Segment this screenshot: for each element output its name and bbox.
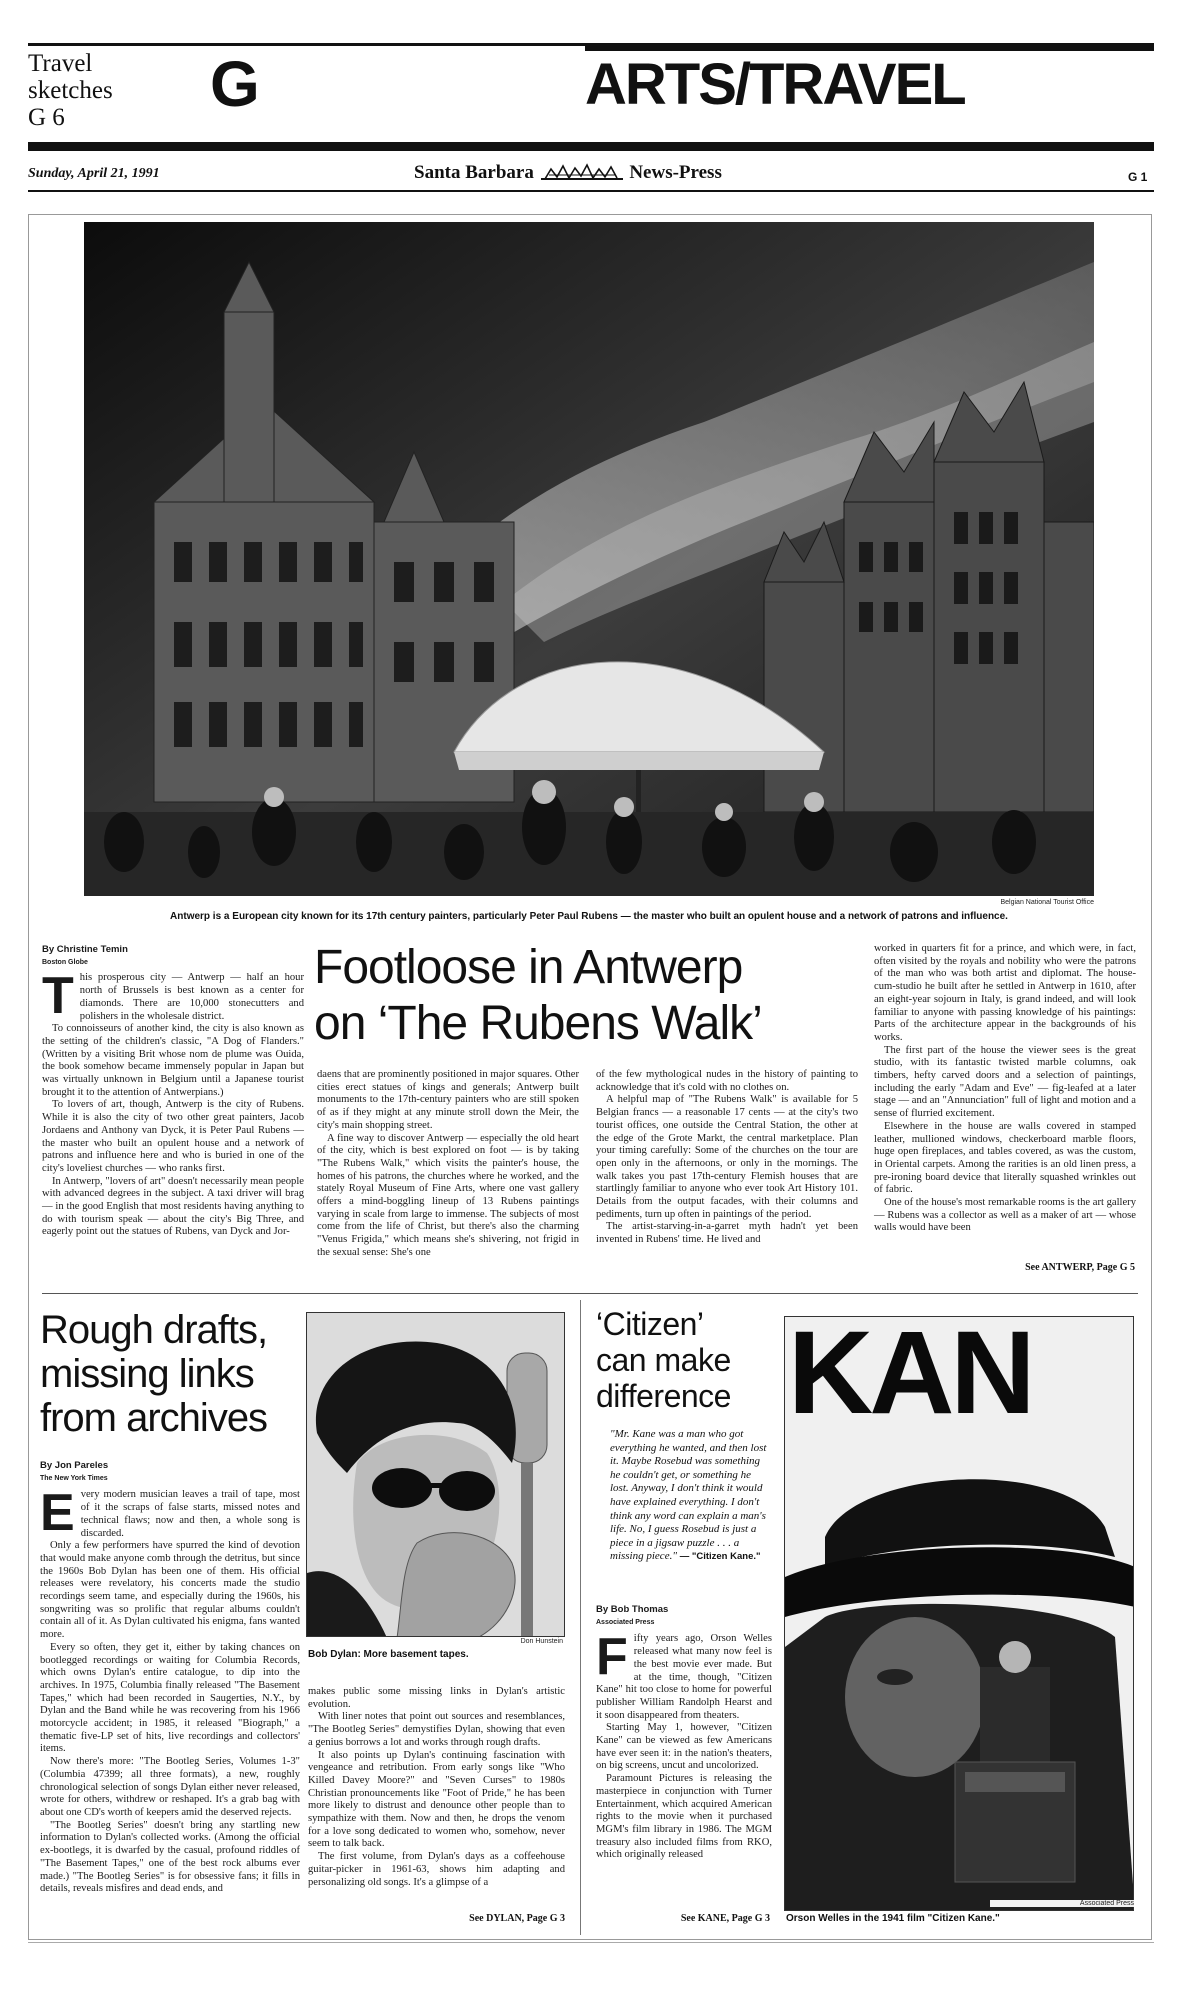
antwerp-paragraph: To lovers of art, though, Antwerp is the city of Rubens. While it is also the city of two other great painters, Jacob Jordaens and Anthony van Dyck, it is Peter Paul Rubens — the master who built an opulent house and a network of patrons and influence here and who is buried in one of the city's loveliest churches — who ranks first. — [42, 1099, 304, 1174]
masthead-mid-rule — [585, 43, 1154, 51]
antwerp-paragraph: A helpful map of "The Rubens Walk" is available for 5 Belgian francs — a reasonable 17 cents — at the city's two tourist offices, one outside the Central Station, the other at the edge of the Grote Markt, the central marketplace. Plan your timing carefully: Some of the churches on the tour are open only in the afternoons, or only in the mornings. The walk takes you past 17th-century Flemish houses that are startlingly familiar to anyone who ever took Art History 101. Details from the output facades, with their columns and pediments, turn up often in paintings of the period. — [596, 1094, 858, 1220]
dylan-headline-line: from archives — [40, 1396, 268, 1440]
dylan-jump-link[interactable]: See DYLAN, Page G 3 — [469, 1913, 565, 1924]
kane-headline-line: can make — [596, 1342, 731, 1378]
antwerp-photo-credit: Belgian National Tourist Office — [1000, 899, 1094, 906]
dylan-photo-caption: Bob Dylan: More basement tapes. — [308, 1649, 469, 1660]
antwerp-paragraph: The artist-starving-in-a-garret myth hadn't yet been invented in Rubens' time. He lived and — [596, 1221, 858, 1246]
footer-rule — [28, 1942, 1154, 1943]
antwerp-paragraph: worked in quarters fit for a prince, and which were, in fact, often visited by the royals and nobility who were the patrons of the man who was both artist and diplomat. The house-cum-studio he built after he settled in Antwerp in 1610, after an eight-year sojourn in Italy, is grand indeed, and will look familiar to anyone with passing knowledge of his paintings: Parts of the architecture appear in the backgrounds of his works. — [874, 943, 1136, 1043]
kane-paragraph: ifty years ago, Orson Welles released what many now feel is the best movie ever made. But at the time, though, "Citizen Kane" hit too close to home for powerful publisher William Randolph Hearst and it soon disappeared from theaters. — [596, 1633, 772, 1721]
kane-quote-text: "Mr. Kane was a man who got everything he wanted, and then lost it. Maybe Rosebud was something he couldn't get, or something he lost. Anyway, I don't think it would have explained everything. I don't think any word can explain a man's life. No, I guess Rosebud is just a piece in a jigsaw puzzle . . . a missing piece." — [610, 1428, 767, 1563]
column-divider — [580, 1300, 581, 1935]
kane-paragraph: Starting May 1, however, "Citizen Kane" can be viewed as few Americans have ever seen it: in the nation's theaters, on big screens, uncut and uncolorized. — [596, 1722, 772, 1772]
kane-jump-link[interactable]: See KANE, Page G 3 — [680, 1913, 770, 1924]
antwerp-paragraph: his prosperous city — Antwerp — half an hour north of Brussels is best known as a center for diamonds. There are 10,000 stonecutters and polishers in the wholesale district. — [79, 972, 304, 1022]
issue-date: Sunday, April 21, 1991 — [28, 166, 160, 181]
dylan-byline: By Jon Pareles — [40, 1460, 109, 1471]
kane-photo-caption: Orson Welles in the 1941 film "Citizen Kane." — [786, 1913, 1000, 1924]
dylan-paragraph: Now there's more: "The Bootleg Series, Volumes 1-3" (Columbia 47399; all three formats), a new, roughly chronological selection of songs Dylan either never released, wrote for others, withdrew or reshaped. It's a grab bag with about one CD's worth of keepers amid the deserved rejects. — [40, 1756, 300, 1818]
dylan-paragraph: With liner notes that point out sources and resemblances, "The Bootleg Series" demystifies Dylan, showing that even a genius borrows a lot and works through rough drafts. — [308, 1711, 565, 1748]
antwerp-dropcap: T — [42, 967, 74, 1026]
antwerp-column-2[interactable] — [317, 1069, 579, 1260]
paper-name — [414, 162, 722, 184]
kane-byline-org: Associated Press — [596, 1618, 655, 1626]
kane-paragraph: Paramount Pictures is releasing the masterpiece in conjunction with Turner Entertainment, which acquired American rights to the movie when it purchased MGM's film library in 1986. The MGM treasury also included films from RKO, which originally released — [596, 1773, 772, 1861]
kane-dropcap: F — [596, 1628, 628, 1687]
dylan-paragraph: makes public some missing links in Dylan's artistic evolution. — [308, 1686, 565, 1710]
antwerp-paragraph: Elsewhere in the house are walls covered in stamped leather, mullioned windows, checkerboard marble floors, huge open fireplaces, and tables covered, as was the custom, in Oriental carpets. Among the rarities is an old linen press, a pre-ironing board device that literally squashed wrinkles out of fabric. — [874, 1120, 1136, 1196]
antwerp-photo[interactable] — [84, 222, 1094, 896]
kane-headline-line: difference — [596, 1378, 731, 1414]
dateline-rule — [28, 190, 1154, 192]
teaser-line: G 6 — [28, 104, 65, 131]
antwerp-byline: By Christine Temin — [42, 944, 128, 955]
travel-teaser[interactable] — [28, 50, 113, 131]
dylan-paragraph: The first volume, from Dylan's days as a coffeehouse guitar-picker in 1961-63, shows him adapting and personalizing old songs. It's a glimpse of a — [308, 1851, 565, 1888]
dylan-paragraph: Only a few performers have spurred the kind of devotion that would make anyone comb through the detritus, but since the 1960s Bob Dylan has been one of them. His official releases were revelatory, his concerts made the studio recordings seem tame, and especially during the 1960s, his songwriting was so prolific that regular albums couldn't contain all of it. As Dylan cultivated his enigma, fans wanted more. — [40, 1540, 300, 1641]
section-name: ARTS/TRAVEL — [585, 52, 965, 117]
antwerp-jump-link[interactable]: See ANTWERP, Page G 5 — [1025, 1262, 1135, 1273]
dylan-headline-line: Rough drafts, — [40, 1308, 268, 1352]
antwerp-headline-line: Footloose in Antwerp — [314, 941, 743, 994]
paper-name-right: News-Press — [629, 162, 722, 183]
dylan-headline[interactable] — [40, 1308, 300, 1440]
antwerp-paragraph: A fine way to discover Antwerp — especially the old heart of the city, which is best explored on foot — is by taking "The Rubens Walk," which visits the painter's house, the homes of his patrons, the churches where he worked, and the stately Royal Museum of Fine Arts, where one vast gallery offers a mind-boggling lineup of 13 Rubens paintings varying in scale from large to immense. The subjects of most come from the life of Christ, but there's also the charming "Venus Frigida," which means she's shivering, not frigid in the sexual sense: She's one — [317, 1132, 579, 1258]
paper-logo-icon — [539, 163, 625, 181]
section-divider — [42, 1293, 1138, 1294]
dylan-column-2[interactable] — [308, 1686, 565, 1889]
dylan-photo-credit: Don Hunstein — [520, 1638, 563, 1645]
antwerp-column-3[interactable] — [596, 1069, 858, 1247]
teaser-line: sketches — [28, 77, 113, 104]
antwerp-column-1[interactable] — [42, 944, 304, 1239]
dylan-paragraph: "The Bootleg Series" doesn't bring any startling new information to Dylan's collected works. (Among the official ex-bootlegs, it is dwarfed by the casual, profound riddles of "The Basement Tapes," one of the best rock albums ever made.) "The Bootleg Series" is for obsessive fans; it fills in details, reveals misfires and dead ends, and — [40, 1819, 300, 1895]
kane-column[interactable] — [596, 1604, 772, 1862]
teaser-line: Travel — [28, 50, 93, 77]
antwerp-byline-org: Boston Globe — [42, 958, 88, 966]
paper-name-left: Santa Barbara — [414, 162, 534, 183]
dylan-column-1[interactable] — [40, 1460, 300, 1896]
dylan-headline-line: missing links — [40, 1352, 254, 1396]
dylan-paragraph: Every so often, they get it, either by taking chances on bootlegged recordings or waiting for Columbia Records, which owns Dylan's entire catalogue, to dip into the archives. In 1975, Columbia finally released "The Basement Tapes," which had been recorded in Saugerties, N.Y., by Dylan and the Band while he was recovering from his 1966 motorcycle accident; in 1985, it released "Biograph," a thematic five-LP set of hits, live recordings and collectors' items. — [40, 1641, 300, 1755]
dylan-dropcap: E — [40, 1484, 75, 1543]
dylan-byline-org: The New York Times — [40, 1474, 108, 1482]
dylan-photo[interactable] — [306, 1312, 565, 1637]
antwerp-column-4[interactable] — [874, 943, 1136, 1235]
antwerp-headline[interactable] — [314, 940, 834, 1052]
antwerp-headline-line: on ‘The Rubens Walk’ — [314, 997, 762, 1050]
kane-byline: By Bob Thomas — [596, 1604, 669, 1615]
antwerp-paragraph: In Antwerp, "lovers of art" doesn't necessarily mean people with advanced degrees in the subject. A taxi driver will brag — in the good English that most residents having anything to do with tourism speak — about the city's Big Three, and eagerly point out the statues of Rubens, van Dyck and Jor- — [42, 1175, 304, 1238]
antwerp-paragraph: The first part of the house the viewer sees is the great studio, with its fantastic twisted marble columns, oak timbers, hefty carved doors and a selection of paintings, including the early "Adam and Eve" — fig-leafed at a later stage — and an "Annunciation" full of light and motion and a sense of flurried excitement. — [874, 1044, 1136, 1120]
kane-quote-source: — "Citizen Kane." — [679, 1551, 761, 1563]
antwerp-paragraph: One of the house's most remarkable rooms is the art gallery — Rubens was a collector as well as a maker of art — whose walls would have been — [874, 1197, 1136, 1234]
antwerp-photo-caption: Antwerp is a European city known for its 17th century painters, particularly Peter Paul Rubens — the master who built an opulent house and a network of patrons and influence. — [170, 911, 1008, 922]
antwerp-paragraph: To connoisseurs of another kind, the city is also known as the setting of the children's classic, "A Dog of Flanders." (Written by a visiting Brit whose nom de plume was Ouida, the book somehow became immensely popular in Japan but was virtually unknown in Belgium until a Japanese tourist brought it to the attention of Antwerpians.) — [42, 1023, 304, 1098]
antwerp-paragraph: daens that are prominently positioned in major squares. Other cities erect statues of kings and generals; Antwerp built monuments to the 17th-century painters who are still spoken of as if they might at any minute stroll down the Meir, the city's main shopping street. — [317, 1069, 579, 1131]
kane-pullquote — [610, 1428, 770, 1564]
kane-poster-lettering: KAN — [788, 1307, 1032, 1439]
section-letter: G — [210, 48, 260, 120]
kane-headline-line: ‘Citizen’ — [596, 1306, 704, 1342]
page-number: G 1 — [1128, 170, 1148, 184]
masthead-bottom-rule — [28, 142, 1154, 151]
dylan-paragraph: very modern musician leaves a trail of tape, most of it the scraps of false starts, missed notes and technical flaws; now and then, a whole song is discarded. — [80, 1489, 300, 1539]
kane-headline[interactable] — [596, 1306, 776, 1414]
dylan-paragraph: It also points up Dylan's continuing fascination with vengeance and retribution. From early songs like "Who Killed Davey Moore?" and "Seven Curses" to 1980s Christian pronouncements like "Foot of Pride," he has been more likely to distrust and denounce other people than to sympathize with them. Now and then, he drops the venom for a love song dedicated to women who, somehow, never seem to talk back. — [308, 1749, 565, 1850]
kane-photo-credit: Associated Press — [990, 1900, 1134, 1907]
antwerp-paragraph: of the few mythological nudes in the history of painting to acknowledge that it's cold with no clothes on. — [596, 1069, 858, 1093]
